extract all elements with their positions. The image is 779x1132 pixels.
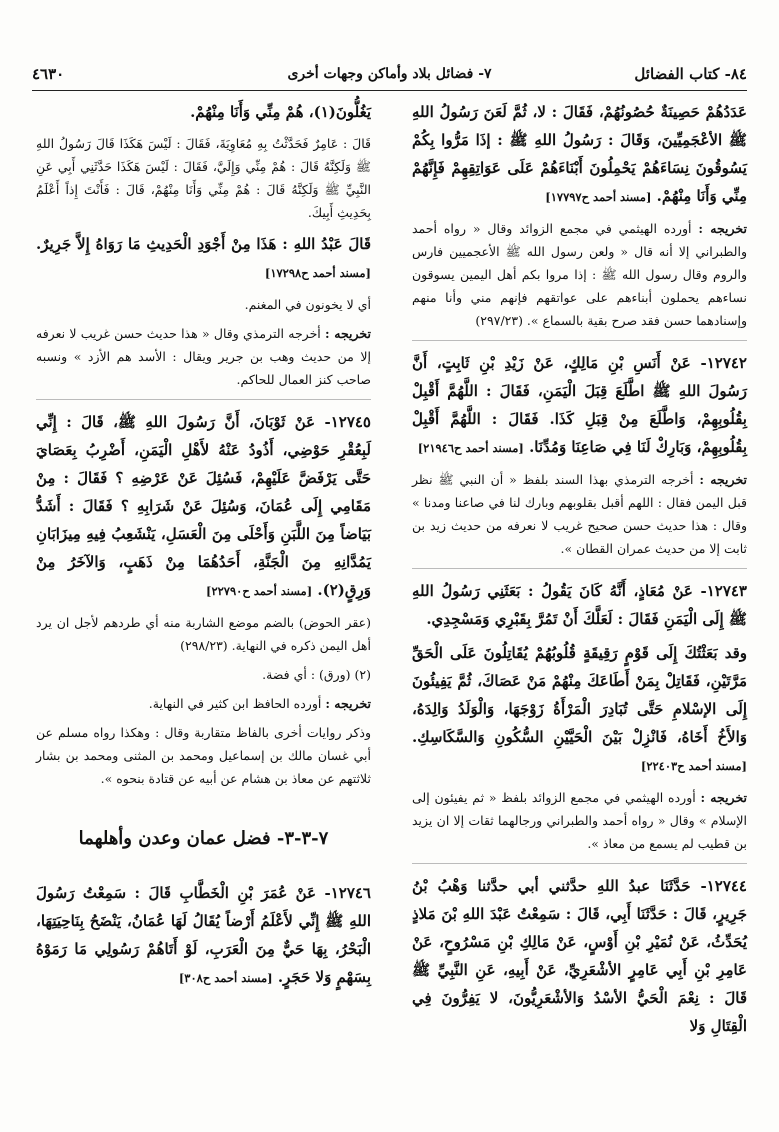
takhrij-note: تخريجه : أورده الهيثمي في مجمع الزوائد وقال « رواه أحمد والطبراني إلا أنه قال « ولعن رسول الله ﷺ الأعجميين فارس والروم وقال رسول الله ﷺ : إذا مروا بكم أهل اليمين يسوقون نساءهم يحملون أبناءهم على عواتقهم فإنهم مني وأنا منهم وإسنادهما حسن فقد صرح بقية بالسماع ». (٢٩٧/٢٣)	[412, 221, 747, 328]
narration-note: قَالَ : عَامِرٌ فَحَدَّثْتُ بِهِ مُعَاوِيَةَ، فَقَالَ : لَيْسَ هَكَذَا قَالَ رَسُولُ اللهِ ﷺ وَلَكِنَّهُ قَالَ : هُمْ مِنِّي وَإِلَيَّ، فَقَالَ : لَيْسَ هَكَذَا حَدَّثَنِي أَبِي عَنِ النَّبِيِّ ﷺ وَلَكِنَّهُ قَالَ : هُمْ مِنِّي وَأَنَا مِنْهُمْ، قَالَ : فَأَنْتَ إِذاً أَعْلَمُ بِحَدِيثِ أَبِيكَ.	[36, 136, 371, 220]
section-heading: ٧-٣-٣- فضل عمان وعدن وأهلهما	[78, 828, 329, 849]
reference: [مسند أحمد ح١٧٢٩٨]	[264, 266, 371, 280]
reference: [مسند أحمد ح٢٢٧٩٠]	[206, 584, 313, 598]
hadith-12746: ١٢٧٤٦- عَنْ عُمَرَ بْنِ الْخَطَّابِ قَالَ : سَمِعْتُ رَسُولَ اللهِ ﷺ إِنِّي لأَعْلَمُ أَرْضاً يُقَالُ لَهَا عُمَانُ، يَنْضَحُ بِنَاحِيَتِهَا، الْبَحْرُ، بِهَا حَيٌّ مِنَ الْعَرَبِ، لَوْ أَتَاهُمْ رَسُولِي مَا رَمَوْهُ بِسَهْمٍ وَلا حَجَرٍ. [مسند أحمد ح٣٠٨]	[36, 884, 371, 986]
chapter-title: ٨٤- كتاب الفضائل	[634, 65, 747, 83]
takhrij-note: تخريجه : أورده الهيثمي في مجمع الزوائد بلفظ « ثم يفيئون إلى الإسلام » وقال « رواه أحمد والطبراني ورجالهما ثقات إلا ان يزيد بن قطيب لم يسمع من معاذ ».	[412, 790, 747, 851]
right-column	[412, 98, 747, 1046]
hadith-continuation: عَدَدُهُمْ حَصِينَةٌ حُصُونُهُمْ، فَقَالَ : لا، ثُمَّ لَعَنَ رَسُولُ اللهِ ﷺ الأعْجَمِيِّينَ، وَقَالَ : رَسُولُ اللهِ ﷺ : إذَا مَرُّوا بِكُمْ يَسُوقُونَ نِسَاءَهُمْ يَحْمِلُونَ أَبْنَاءَهُمْ عَلَى عَوَاتِقِهِمْ فَإِنَّهُمْ مِنِّي وَأَنَا مِنْهُمْ. [مسند أحمد ح١٧٧٩٧]	[412, 103, 747, 205]
takhrij-note: تخريجه : أورده الحافظ ابن كثير في النهاية.	[148, 696, 371, 711]
left-column	[36, 98, 371, 998]
hadith-continuation: يَغُلُّونَ(١)، هُمْ مِنِّي وَأَنَا مِنْهُمْ.	[190, 103, 371, 121]
reference: [مسند أحمد ح٢١٩٤٦]	[417, 441, 524, 455]
hadith-12743: ١٢٧٤٣- عَنْ مُعَاذٍ، أَنَّهُ كَانَ يَقُولُ : بَعَثَنِي رَسُولُ اللهِ ﷺ إِلَى الْيَمَنِ فَقَالَ : لَعَلَّكَ أَنْ تَمُرَّ بِقَبْرِي وَمَسْجِدِي.	[412, 582, 747, 628]
section-running-title: ٧- فضائل بلاد وأماكن وجهات أخرى	[287, 66, 492, 82]
reference: [مسند أحمد ح٢٢٤٠٣]	[640, 759, 747, 773]
gloss: (٢) (ورق) : أي فضة.	[262, 667, 371, 682]
separator	[412, 568, 747, 569]
separator	[412, 863, 747, 864]
gloss: (عقر الحوض) بالضم موضع الشاربة منه أي طردهم لأجل ان يرد أهل اليمن ذكره في النهاية. (٢٩٨/٢٣)	[36, 615, 371, 653]
hadith-12744: ١٢٧٤٤- حَدَّثَنَا عبدُ اللهِ حدَّثني أبي حدَّثنا وَهْبُ بْنُ جَرِيرٍ، قَالَ : حَدَّثَنَا أَبِي، قَالَ : سَمِعْتُ عَبْدَ اللهِ بْنَ مَلاذٍ يُحَدِّثُ، عَنْ نُمَيْرِ بْنِ أَوْسٍ، عَنْ مَالِكِ بْنِ مَسْرُوحٍ، عَنْ عَامِرِ بْنِ أَبِي عَامِرٍ الأشْعَرِيِّ، عَنْ أَبِيهِ، عَنِ النَّبِيِّ ﷺ قَالَ : نِعْمَ الْحَيُّ الأسْدُ وَالأشْعَرِيُّونَ، لا يَفِرُّونَ فِي الْقِتَالِ وَلا	[412, 877, 747, 1035]
page-header	[32, 62, 747, 86]
reference: [مسند أحمد ح٣٠٨]	[178, 971, 273, 985]
takhrij-note: تخريجه : أخرجه الترمذي وقال « هذا حديث حسن غريب لا نعرفه إلا من حديث وهب بن جرير ويقال : الأسد هم الأزد » ونسبه صاحب كنز العمال للحاكم.	[36, 326, 371, 387]
page-number: ٤٦٣٠	[32, 65, 65, 83]
hadith-12742: ١٢٧٤٢- عَنْ أَنَسِ بْنِ مَالِكٍ، عَنْ زَيْدِ بْنِ ثَابِتٍ، أَنَّ رَسُولَ اللهِ ﷺ اطَّلَعَ قِبَلَ الْيَمَنِ، فَقَالَ : اللَّهُمَّ أَقْبِلْ بِقُلُوبِهِمْ، وَاطَّلَعَ مِنْ قِبَلِ كَذَا. فَقَالَ : اللَّهُمَّ أَقْبِلْ بِقُلُوبِهِمْ، وَبَارِكْ لَنَا فِي صَاعِنَا وَمُدِّنَا. [مسند أحمد ح٢١٩٤٦]	[412, 354, 747, 456]
abdullah-comment: قَالَ عَبْدُ اللهِ : هَذَا مِنْ أَجْوَدِ الْحَدِيثِ مَا رَوَاهُ إِلاَّ جَرِيرٌ. [مسند أحمد ح١٧٢٩٨]	[36, 235, 371, 280]
takhrij-note-extra: وذكر روايات أخرى بالفاظ متقاربة وقال : وهكذا رواه مسلم عن أبي غسان مالك بن إسماعيل ومحمد بن المثنى ومحمد بن بشار ثلاثتهم عن معاذ بن هشام عن أبيه عن قتادة بنحوه ».	[36, 725, 371, 786]
takhrij-note: تخريجه : أخرجه الترمذي بهذا السند بلفظ « أن النبي ﷺ نظر قبل اليمن فقال : اللهم أقبل بقلوبهم وبارك لنا في صاعنا ومدنا » وقال : هذا حديث حسن صحيح غريب لا نعرفه من حديث زيد بن ثابت إلا من حديث عمران القطان ».	[412, 472, 747, 556]
header-rule	[32, 90, 747, 91]
gloss: أي لا يخونون في المغنم.	[244, 297, 371, 312]
reference: [مسند أحمد ح١٧٧٩٧]	[545, 190, 652, 204]
hadith-12745: ١٢٧٤٥- عَنْ ثَوْبَانَ، أَنَّ رَسُولَ اللهِ ﷺ، قَالَ : إِنِّي لَبِعُقْرِ حَوْضِي، أَذُودُ عَنْهُ لأَهْلِ الْيَمَنِ، أَضْرِبُ بِعَصَايَ حَتَّى يَرْفَضَّ عَلَيْهِمْ، فَسُئِلَ عَنْ عَرْضِهِ ؟ فَقَالَ : مِنْ مَقَامِي إِلَى عُمَانَ، وَسُئِلَ عَنْ شَرَابِهِ ؟ فَقَالَ : أَشَدُّ بَيَاضاً مِنَ اللَّبَنِ وَأَحْلَى مِنَ الْعَسَلِ، يَنْشَعِبُ فِيهِ مِيزَابَانِ يَمُدَّانِهِ مِنَ الْجَنَّةِ، أَحَدُهُمَا مِنْ ذَهَبٍ، وَالآخَرُ مِنْ وَرِقٍ(٢). [مسند أحمد ح٢٢٧٩٠]	[36, 413, 371, 599]
separator	[412, 340, 747, 341]
separator	[36, 399, 371, 400]
hadith-12743-variant: وقد بَعَثْتُكَ إِلَى قَوْمٍ رَقِيقَةٍ قُلُوبُهُمْ يُقَاتِلُونَ عَلَى الْحَقِّ مَرَّتَيْنِ، فَقَاتِلْ بِمَنْ أَطَاعَكَ مِنْهُمْ مَنْ عَصَاكَ، ثُمَّ يَفِيئُونَ إِلَى الإسْلامِ حَتَّى تُبَادِرَ الْمَرْأَةُ زَوْجَهَا، وَالْوَلَدُ وَالِدَهُ، وَالأَخُ أَخَاهُ، فَانْزِلْ بَيْنَ الْحَيَّيْنِ السُّكُونِ وَالسَّكَاسِكِ. [مسند أحمد ح٢٢٤٠٣]	[412, 644, 747, 773]
